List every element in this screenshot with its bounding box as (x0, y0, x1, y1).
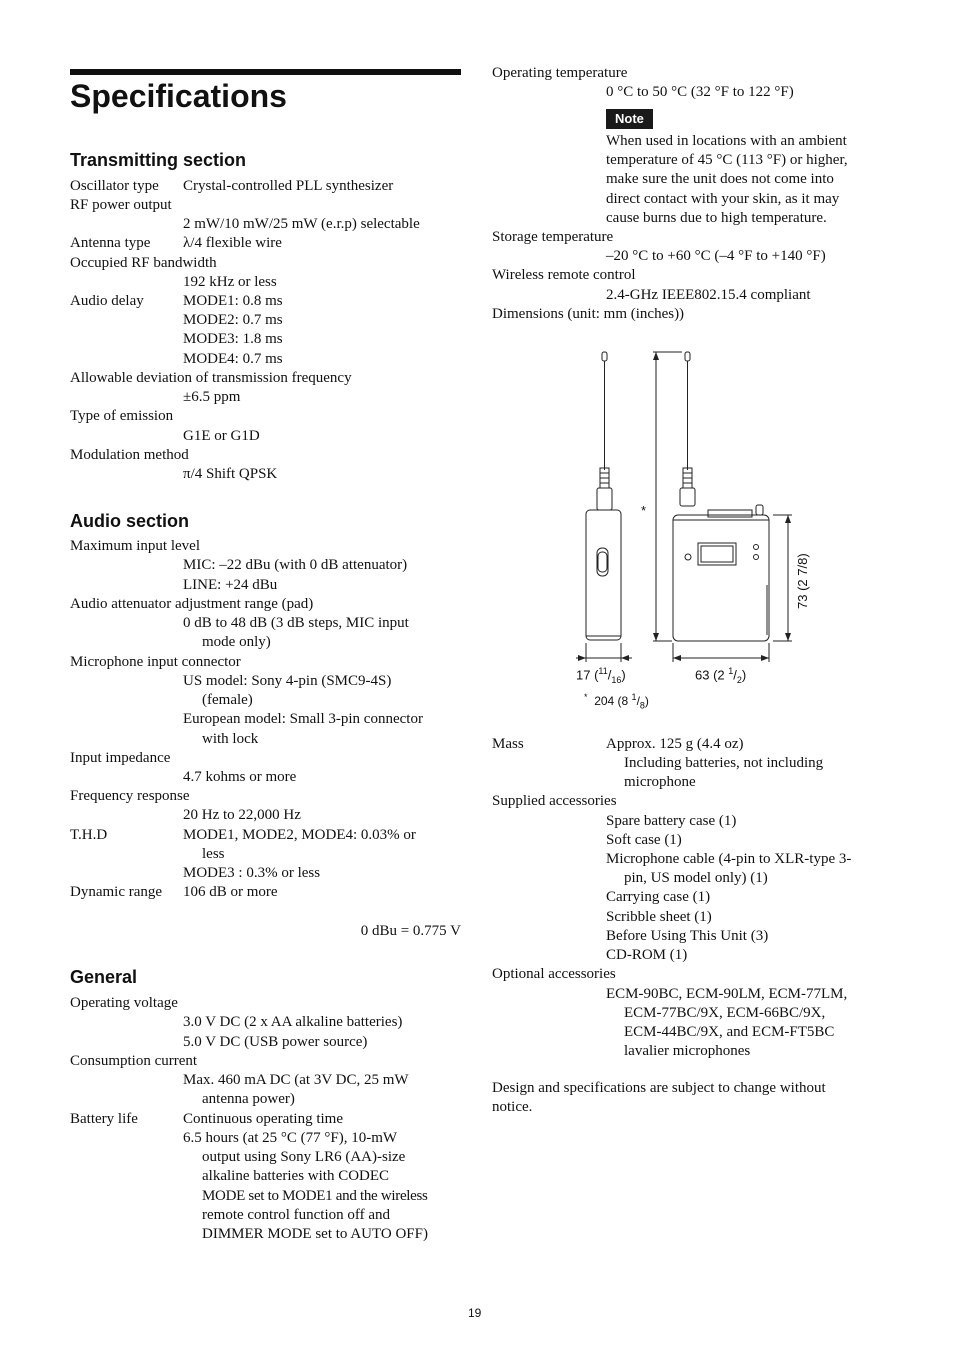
optemp-label: Operating temperature (492, 65, 628, 81)
delay-label: Audio delay (70, 293, 144, 309)
osc-label: Oscillator type (70, 178, 159, 194)
ant-label: Antenna type (70, 235, 151, 251)
general-heading: General (70, 967, 138, 987)
osc-value: Crystal-controlled PLL synthesizer (183, 178, 394, 194)
imp-label: Input impedance (70, 750, 171, 766)
imp-value: 4.7 kohms or more (183, 769, 297, 785)
front-view-antenna-tip (685, 352, 690, 361)
mass-value-3: microphone (624, 774, 696, 790)
delay-mode3: MODE3: 1.8 ms (183, 331, 283, 347)
dev-value: ±6.5 ppm (183, 389, 241, 405)
thd-value-3: MODE3 : 0.3% or less (183, 865, 321, 881)
mass-value-2: Including batteries, not including (624, 755, 824, 771)
front-view-body (673, 515, 769, 641)
volt-value-1: 3.0 V DC (2 x AA alkaline batteries) (183, 1014, 403, 1030)
supplied-item-7: CD-ROM (1) (606, 947, 688, 963)
delay-mode4: MODE4: 0.7 ms (183, 351, 283, 367)
note-line-3: make sure the unit does not come into (606, 171, 834, 187)
side-view-antenna-tip (602, 352, 607, 361)
curr-value-1: Max. 460 mA DC (at 3V DC, 25 mW (183, 1072, 409, 1088)
att-value-1: 0 dB to 48 dB (3 dB steps, MIC input (183, 615, 409, 631)
supplied-item-5: Scribble sheet (1) (606, 909, 712, 925)
fig-star-label: * (641, 503, 647, 518)
ant-value: λ/4 flexible wire (183, 235, 282, 251)
supplied-item-3b: pin, US model only) (1) (624, 870, 768, 886)
side-view-body (586, 510, 621, 640)
note-line-2: temperature of 45 °C (113 °F) or higher, (606, 152, 848, 168)
att-value-2: mode only) (202, 634, 271, 650)
dbu-note: 0 dBu = 0.775 V (360, 923, 461, 939)
volt-label: Operating voltage (70, 995, 178, 1011)
optemp-value: 0 °C to 50 °C (32 °F to 122 °F) (606, 84, 794, 100)
side-view-connector (597, 488, 612, 510)
mass-value-1: Approx. 125 g (4.4 oz) (606, 736, 744, 752)
mass-label: Mass (492, 736, 524, 752)
curr-value-2: antenna power) (202, 1091, 295, 1107)
modulation-label: Modulation method (70, 447, 189, 463)
modulation-value: π/4 Shift QPSK (183, 466, 278, 482)
delay-mode1: MODE1: 0.8 ms (183, 293, 283, 309)
maxin-mic: MIC: –22 dBu (with 0 dB attenuator) (183, 557, 408, 573)
batt-value-5: MODE set to MODE1 and the wireless (202, 1188, 428, 1204)
front-view-power-led (685, 554, 691, 560)
optional-item-1: ECM-90BC, ECM-90LM, ECM-77LM, (606, 986, 848, 1002)
disclaimer-line-1: Design and specifications are subject to change without (492, 1080, 826, 1096)
conn-us-2: (female) (202, 692, 253, 708)
disclaimer-line-2: notice. (492, 1099, 533, 1115)
maxin-label: Maximum input level (70, 538, 200, 554)
emission-value: G1E or G1D (183, 428, 260, 444)
emission-label: Type of emission (70, 408, 174, 424)
front-view-connector (680, 488, 695, 506)
dyn-value: 106 dB or more (183, 884, 278, 900)
dimensions-label: Dimensions (unit: mm (inches)) (492, 306, 685, 322)
note-line-1: When used in locations with an ambient (606, 133, 847, 149)
batt-value-1: Continuous operating time (183, 1111, 343, 1127)
thd-label: T.H.D (70, 827, 108, 843)
optional-label: Optional accessories (492, 966, 616, 982)
bw-label: Occupied RF bandwidth (70, 255, 217, 271)
dimensions-figure (560, 340, 820, 680)
rf-label: RF power output (70, 197, 172, 213)
remote-label: Wireless remote control (492, 267, 636, 283)
remote-value: 2.4-GHz IEEE802.15.4 compliant (606, 287, 811, 303)
batt-value-2: 6.5 hours (at 25 °C (77 °F), 10-mW (183, 1130, 398, 1146)
conn-eu-2: with lock (202, 731, 259, 747)
batt-value-6: remote control function off and (202, 1207, 390, 1223)
thd-value-1: MODE1, MODE2, MODE4: 0.03% or (183, 827, 416, 843)
fig-depth-label: 17 $(^{11}/_{16})$ (576, 666, 626, 685)
dyn-label: Dynamic range (70, 884, 163, 900)
note-badge: Note (606, 109, 653, 129)
batt-value-3: output using Sony LR6 (AA)-size (202, 1149, 406, 1165)
conn-label: Microphone input connector (70, 654, 241, 670)
fig-width-label: 63 (2 $^1/_2$) (695, 666, 747, 685)
title-rule (70, 69, 461, 75)
volt-value-2: 5.0 V DC (USB power source) (183, 1034, 368, 1050)
freq-label: Frequency response (70, 788, 190, 804)
transmitting-heading: Transmitting section (70, 150, 247, 170)
curr-label: Consumption current (70, 1053, 198, 1069)
page-title: Specifications (70, 78, 287, 114)
thd-value-2: less (202, 846, 225, 862)
rf-value: 2 mW/10 mW/25 mW (e.r.p) selectable (183, 216, 420, 232)
front-view-top-knob (756, 505, 763, 515)
optional-item-4: lavalier microphones (624, 1043, 751, 1059)
sttemp-label: Storage temperature (492, 229, 614, 245)
supplied-item-2: Soft case (1) (606, 832, 682, 848)
att-label: Audio attenuator adjustment range (pad) (70, 596, 314, 612)
batt-label: Battery life (70, 1111, 138, 1127)
fig-total-label: * 204 (8 $^1/_8$) (584, 692, 649, 711)
supplied-label: Supplied accessories (492, 793, 617, 809)
note-line-5: cause burns due to high temperature. (606, 210, 827, 226)
maxin-line: LINE: +24 dBu (183, 577, 278, 593)
optional-item-2: ECM-77BC/9X, ECM-66BC/9X, (624, 1005, 826, 1021)
bw-value: 192 kHz or less (183, 274, 277, 290)
supplied-item-4: Carrying case (1) (606, 889, 711, 905)
batt-value-7: DIMMER MODE set to AUTO OFF) (202, 1226, 428, 1242)
supplied-item-1: Spare battery case (1) (606, 813, 737, 829)
note-line-4: direct contact with your skin, as it may (606, 191, 840, 207)
batt-value-4: alkaline batteries with CODEC (202, 1168, 390, 1184)
audio-heading: Audio section (70, 511, 190, 531)
supplied-item-3: Microphone cable (4-pin to XLR-type 3- (606, 851, 852, 867)
sttemp-value: –20 °C to +60 °C (–4 °F to +140 °F) (606, 248, 826, 264)
conn-eu-1: European model: Small 3-pin connector (183, 711, 423, 727)
conn-us-1: US model: Sony 4-pin (SMC9-4S) (183, 673, 392, 689)
fig-height-label (795, 553, 811, 609)
optional-item-3: ECM-44BC/9X, and ECM-FT5BC (624, 1024, 835, 1040)
delay-mode2: MODE2: 0.7 ms (183, 312, 283, 328)
fig-height-text: 73 (2 7/8) (795, 553, 810, 609)
supplied-item-6: Before Using This Unit (3) (606, 928, 769, 944)
freq-value: 20 Hz to 22,000 Hz (183, 807, 301, 823)
dev-label: Allowable deviation of transmission frequency (70, 370, 352, 386)
page-number: 19 (468, 1306, 482, 1320)
